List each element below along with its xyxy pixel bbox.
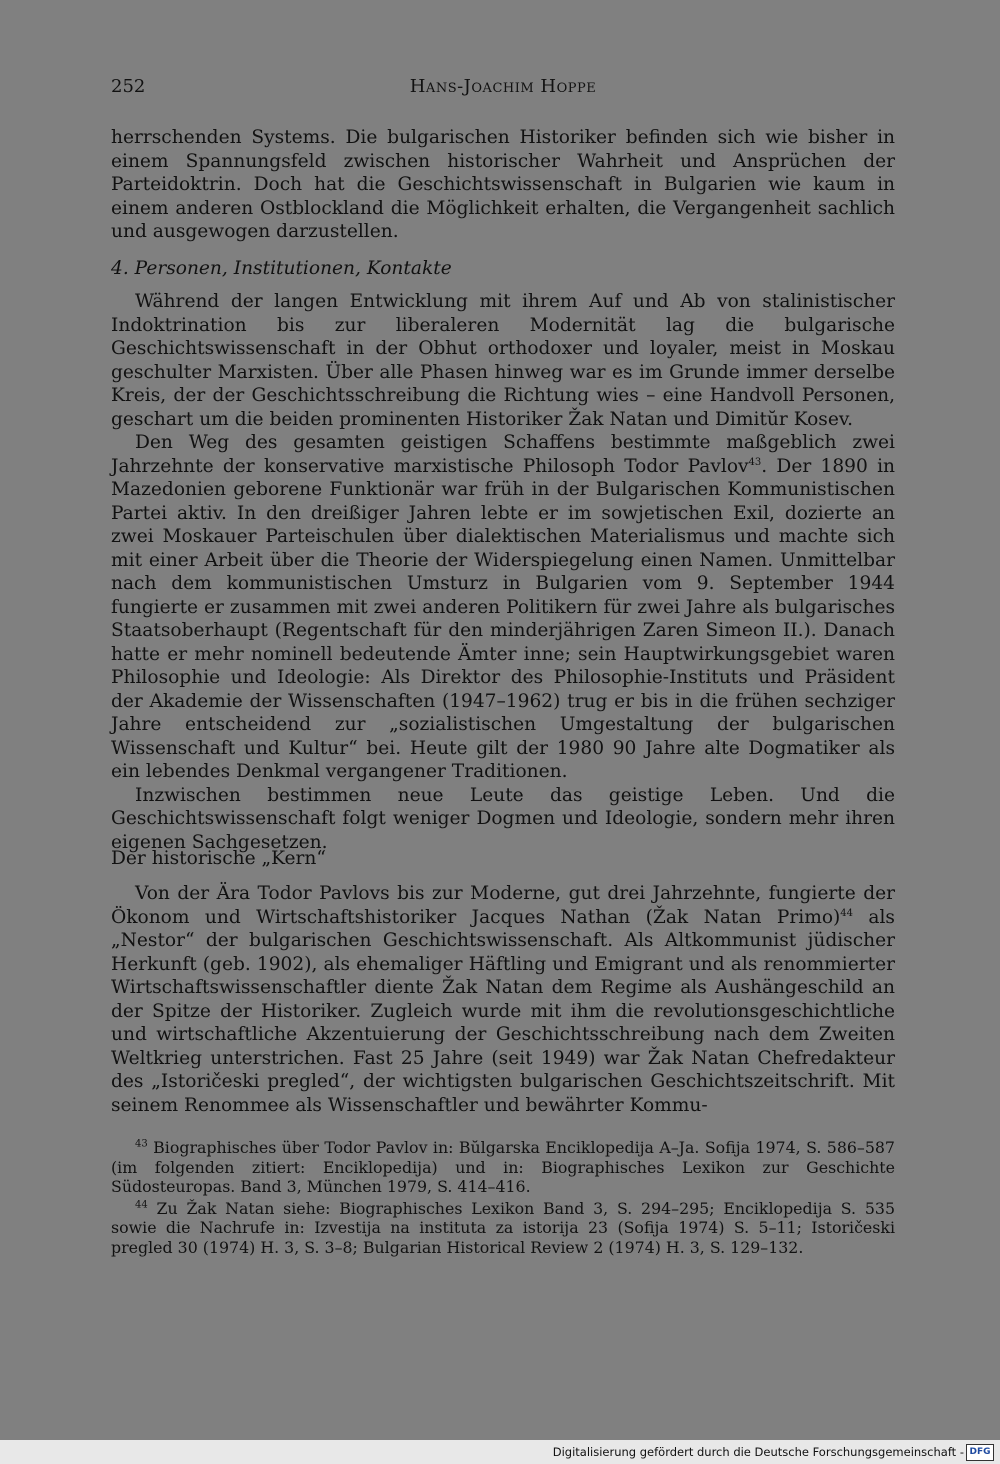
- paragraph-text: als „Nestor“ der bulgarischen Geschichtswissenschaft. Als Altkommunist jüdischer Herkunft (geb. 1902), als ehemaliger Häftling und Emigrant und als renommierter Wirtschaftswissenschaftler diente Žak Natan dem Regime als Aushängeschild an der Spitze der Historiker. Zugleich wurde mit ihm die revolutionsgeschichtliche und wirtschaftliche Akzentuierung der Geschichtsschreibung nach dem Zweiten Weltkrieg unterstrichen. Fast 25 Jahre (seit 1949) war Žak Natan Chefredakteur des „Istoričeski pregled“, der wichtigsten bulgarischen Geschichtszeitschrift. Mit seinem Renommee als Wissenschaftler und bewährter Kommu-: [111, 906, 895, 1116]
- footnote-ref[interactable]: 44: [840, 907, 854, 919]
- running-title: Hans-Joachim Hoppe: [409, 76, 597, 97]
- paragraph-text: Von der Ära Todor Pavlovs bis zur Moderne, gut drei Jahrzehnte, fungierte der Ökonom und Wirtschaftshistoriker Jacques Nathan (Žak Natan Primo): [111, 883, 895, 928]
- section-heading: 4. Personen, Institutionen, Kontakte: [111, 258, 452, 279]
- intro-paragraph: herrschenden Systems. Die bulgarischen Historiker befinden sich wie bisher in einem Spannungsfeld zwischen historischer Wahrheit und Ansprüchen der Parteidoktrin. Doch hat die Geschichtswissenschaft in Bulgarien wie kaum in einem anderen Ostblockland die Möglichkeit erhalten, die Vergangenheit sachlich und ausgewogen darzustellen.: [111, 127, 895, 242]
- footer-bar: [0, 1440, 1000, 1464]
- page-number: 252: [111, 76, 146, 97]
- paragraph-text: . Der 1890 in Mazedonien geborene Funktionär war früh in der Bulgarischen Kommunistischen Partei aktiv. In den dreißiger Jahren lebte er im sowjetischen Exil, dozierte an zwei Moskauer Parteischulen über dialektischen Materialismus und machte sich mit einer Arbeit über die Theorie der Widerspiegelung einen Namen. Unmittelbar nach dem kommunistischen Umsturz in Bulgarien vom 9. September 1944 fungierte er zusammen mit zwei anderen Politikern für zwei Jahre als bulgarisches Staatsoberhaupt (Regentschaft für den minderjährigen Zaren Simeon II.). Danach hatte er mehr nominell bedeutende Ämter inne; sein Hauptwirkungsgebiet waren Philosophie und Ideologie: Als Direktor des Philosophie-Instituts und Präsident der Akademie der Wissenschaften (1947–1962) trug er bis in die frühen sechziger Jahre entscheidend zur „sozialistischen Umgestaltung der bulgarischen Wissenschaft und Kultur“ bei. Heute gilt der 1980 90 Jahre alte Dogmatiker als ein lebendes Denkmal vergangener Traditionen.: [111, 455, 895, 782]
- footnote-text: Biographisches über Todor Pavlov in: Bŭlgarska Enciklopedija A–Ja. Sofija 1974, S. 586–587 (im folgenden zitiert: Enciklopedija) und in: Biographisches Lexikon zur Geschichte Südosteuropas. Band 3, München 1979, S. 414–416.: [111, 1138, 895, 1196]
- paragraph: Während der langen Entwicklung mit ihrem Auf und Ab von stalinistischer Indoktrination bis zur liberaleren Modernität lag die bulgarische Geschichtswissenschaft in der Obhut orthodoxer und loyaler, meist in Moskau geschulter Marxisten. Über alle Phasen hinweg war es im Grunde immer derselbe Kreis, der der Geschichtsschreibung die Richtung wies – eine Handvoll Personen, geschart um die beiden prominenten Historiker Žak Natan und Dimitŭr Kosev.: [111, 291, 895, 430]
- footer-credit: Digitalisierung gefördert durch die Deutsche Forschungsgemeinschaft -: [552, 1445, 964, 1459]
- section-4-body: [111, 290, 895, 854]
- subsection-heading: Der historische „Kern“: [111, 848, 326, 869]
- footnote-number: 44: [135, 1199, 148, 1211]
- intro-paragraph-block: [111, 126, 895, 244]
- paragraph-text: Den Weg des gesamten geistigen Schaffens bestimmte maßgeblich zwei Jahrzehnte der konservative marxistische Philosoph Todor Pavlov: [111, 432, 895, 477]
- footnote-text: Zu Žak Natan siehe: Biographisches Lexikon Band 3, S. 294–295; Enciklopedija S. 535 sowie die Nachrufe in: Izvestija na instituta za istorija 23 (Sofija 1974) S. 5–11; Istoričeski pregled 30 (1974) H. 3, S. 3–8; Bulgarian Historical Review 2 (1974) H. 3, S. 129–132.: [111, 1198, 895, 1257]
- footnote-ref[interactable]: 43: [748, 456, 762, 468]
- paragraph: [111, 882, 895, 1117]
- paragraph: Inzwischen bestimmen neue Leute das geistige Leben. Und die Geschichtswissenschaft folgt weniger Dogmen und Ideologie, sondern mehr ihren eigenen Sachgesetzen.: [111, 784, 895, 853]
- footnote: [111, 1199, 895, 1258]
- footnotes: [111, 1138, 895, 1259]
- footnote: [111, 1138, 895, 1197]
- paragraph: [111, 431, 895, 784]
- footnote-number: 43: [135, 1138, 148, 1150]
- kern-body: [111, 882, 895, 1117]
- dfg-logo[interactable]: DFG: [966, 1444, 994, 1461]
